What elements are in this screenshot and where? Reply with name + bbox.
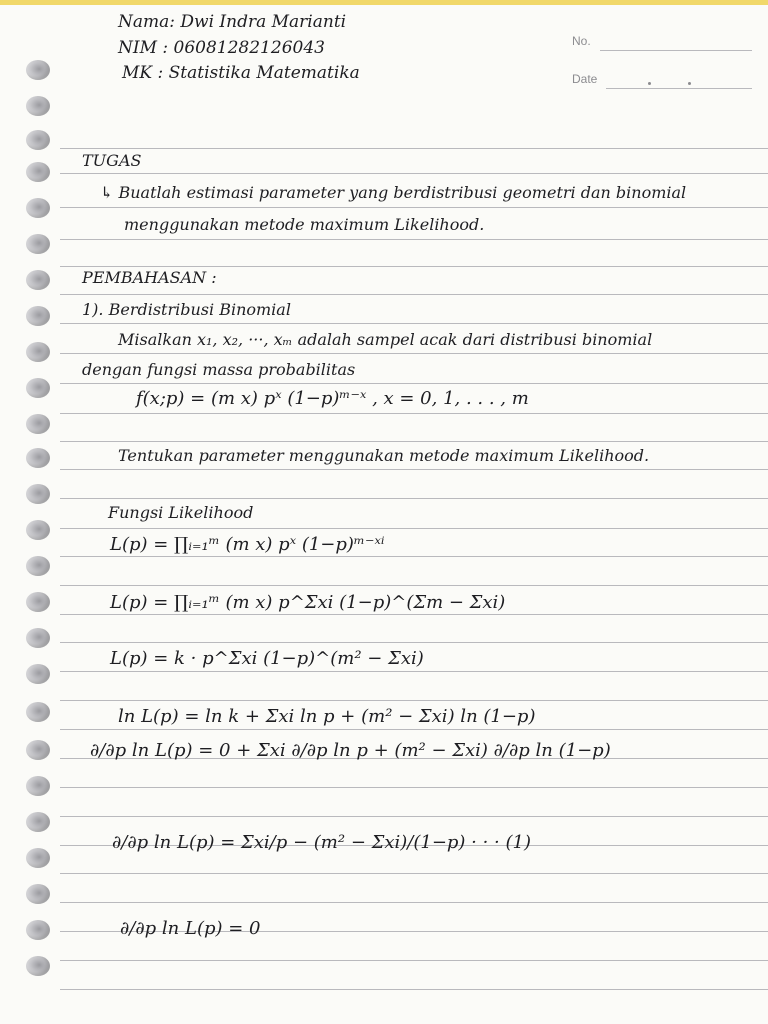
binding-hole xyxy=(26,848,50,868)
binding-hole xyxy=(26,956,50,976)
intro-line-2: dengan fungsi massa probabilitas xyxy=(82,360,356,379)
ruled-line xyxy=(60,729,768,730)
binding-hole xyxy=(26,484,50,504)
binding-hole xyxy=(26,592,50,612)
ruled-line xyxy=(60,469,768,470)
tugas-line-1: ↳ Buatlah estimasi parameter yang berdistribusi geometri dan binomial xyxy=(100,183,687,202)
ruled-line xyxy=(60,989,768,990)
ruled-line xyxy=(60,413,768,414)
binding-hole xyxy=(26,448,50,468)
ruled-line xyxy=(60,960,768,961)
binding-hole xyxy=(26,378,50,398)
ruled-line xyxy=(60,585,768,586)
tugas-title: TUGAS xyxy=(82,151,142,170)
ruled-line xyxy=(60,671,768,672)
binding-hole xyxy=(26,198,50,218)
binding-hole xyxy=(26,60,50,80)
ruled-line xyxy=(60,528,768,529)
binding-hole xyxy=(26,920,50,940)
student-nim: NIM : 06081282126043 xyxy=(118,38,325,58)
binding-hole xyxy=(26,520,50,540)
ruled-line xyxy=(60,148,768,149)
binding-hole xyxy=(26,414,50,434)
ruled-line xyxy=(60,266,768,267)
date-label: Date xyxy=(572,72,598,86)
binding-hole xyxy=(26,342,50,362)
binding-hole xyxy=(26,884,50,904)
no-field-line xyxy=(600,50,752,51)
ruled-line xyxy=(60,353,768,354)
ruled-line xyxy=(60,383,768,384)
binding-hole xyxy=(26,556,50,576)
tentukan-line: Tentukan parameter menggunakan metode maximum Likelihood. xyxy=(118,446,650,465)
binding-hole xyxy=(26,776,50,796)
binding-hole xyxy=(26,270,50,290)
ruled-line xyxy=(60,207,768,208)
ruled-line xyxy=(60,173,768,174)
intro-line-1: Misalkan x₁, x₂, ···, xₘ adalah sampel acak dari distribusi binomial xyxy=(118,330,653,349)
likelihood-equation-1: L(p) = ∏ᵢ₌₁ᵐ (m x) pˣ (1−p)ᵐ⁻ˣⁱ xyxy=(110,534,385,555)
no-label: No. xyxy=(572,34,591,48)
binding-hole xyxy=(26,664,50,684)
section-1-title: 1). Berdistribusi Binomial xyxy=(82,300,291,319)
ruled-line xyxy=(60,642,768,643)
student-name: Nama: Dwi Indra Marianti xyxy=(118,12,347,32)
ruled-line xyxy=(60,498,768,499)
binding-hole xyxy=(26,740,50,760)
ruled-line xyxy=(60,294,768,295)
log-likelihood-equation: ln L(p) = ln k + Σxi ln p + (m² − Σxi) ln (1−p) xyxy=(118,706,536,727)
binding-hole xyxy=(26,96,50,116)
ruled-line xyxy=(60,787,768,788)
ruled-line xyxy=(60,556,768,557)
ruled-line xyxy=(60,700,768,701)
ruled-line xyxy=(60,441,768,442)
date-field-line xyxy=(606,88,752,89)
ruled-line xyxy=(60,323,768,324)
pmf-equation: f(x;p) = (m x) pˣ (1−p)ᵐ⁻ˣ , x = 0, 1, . . . , m xyxy=(136,388,529,409)
binding-hole xyxy=(26,162,50,182)
pembahasan-title: PEMBAHASAN : xyxy=(82,268,217,287)
ruled-line xyxy=(60,902,768,903)
binding-hole xyxy=(26,702,50,722)
course-name: MK : Statistika Matematika xyxy=(122,63,360,83)
ruled-line xyxy=(60,239,768,240)
fungsi-likelihood-label: Fungsi Likelihood xyxy=(108,503,254,522)
likelihood-equation-2: L(p) = ∏ᵢ₌₁ᵐ (m x) p^Σxi (1−p)^(Σm − Σxi) xyxy=(110,592,506,613)
date-separator-dot xyxy=(648,82,651,85)
binding-hole xyxy=(26,306,50,326)
binding-hole xyxy=(26,812,50,832)
derivative-zero-equation: ∂/∂p ln L(p) = 0 xyxy=(120,918,261,939)
ruled-line xyxy=(60,873,768,874)
tugas-line-2: menggunakan metode maximum Likelihood. xyxy=(124,215,485,234)
date-separator-dot xyxy=(688,82,691,85)
ruled-line xyxy=(60,614,768,615)
binding-hole xyxy=(26,628,50,648)
likelihood-equation-3: L(p) = k · p^Σxi (1−p)^(m² − Σxi) xyxy=(110,648,424,669)
page-top-edge xyxy=(0,0,768,5)
binding-hole xyxy=(26,234,50,254)
binding-hole xyxy=(26,130,50,150)
ruled-line xyxy=(60,816,768,817)
derivative-result-equation: ∂/∂p ln L(p) = Σxi/p − (m² − Σxi)/(1−p) · · · (1) xyxy=(112,832,531,853)
derivative-equation: ∂/∂p ln L(p) = 0 + Σxi ∂/∂p ln p + (m² − Σxi) ∂/∂p ln (1−p) xyxy=(90,740,611,761)
